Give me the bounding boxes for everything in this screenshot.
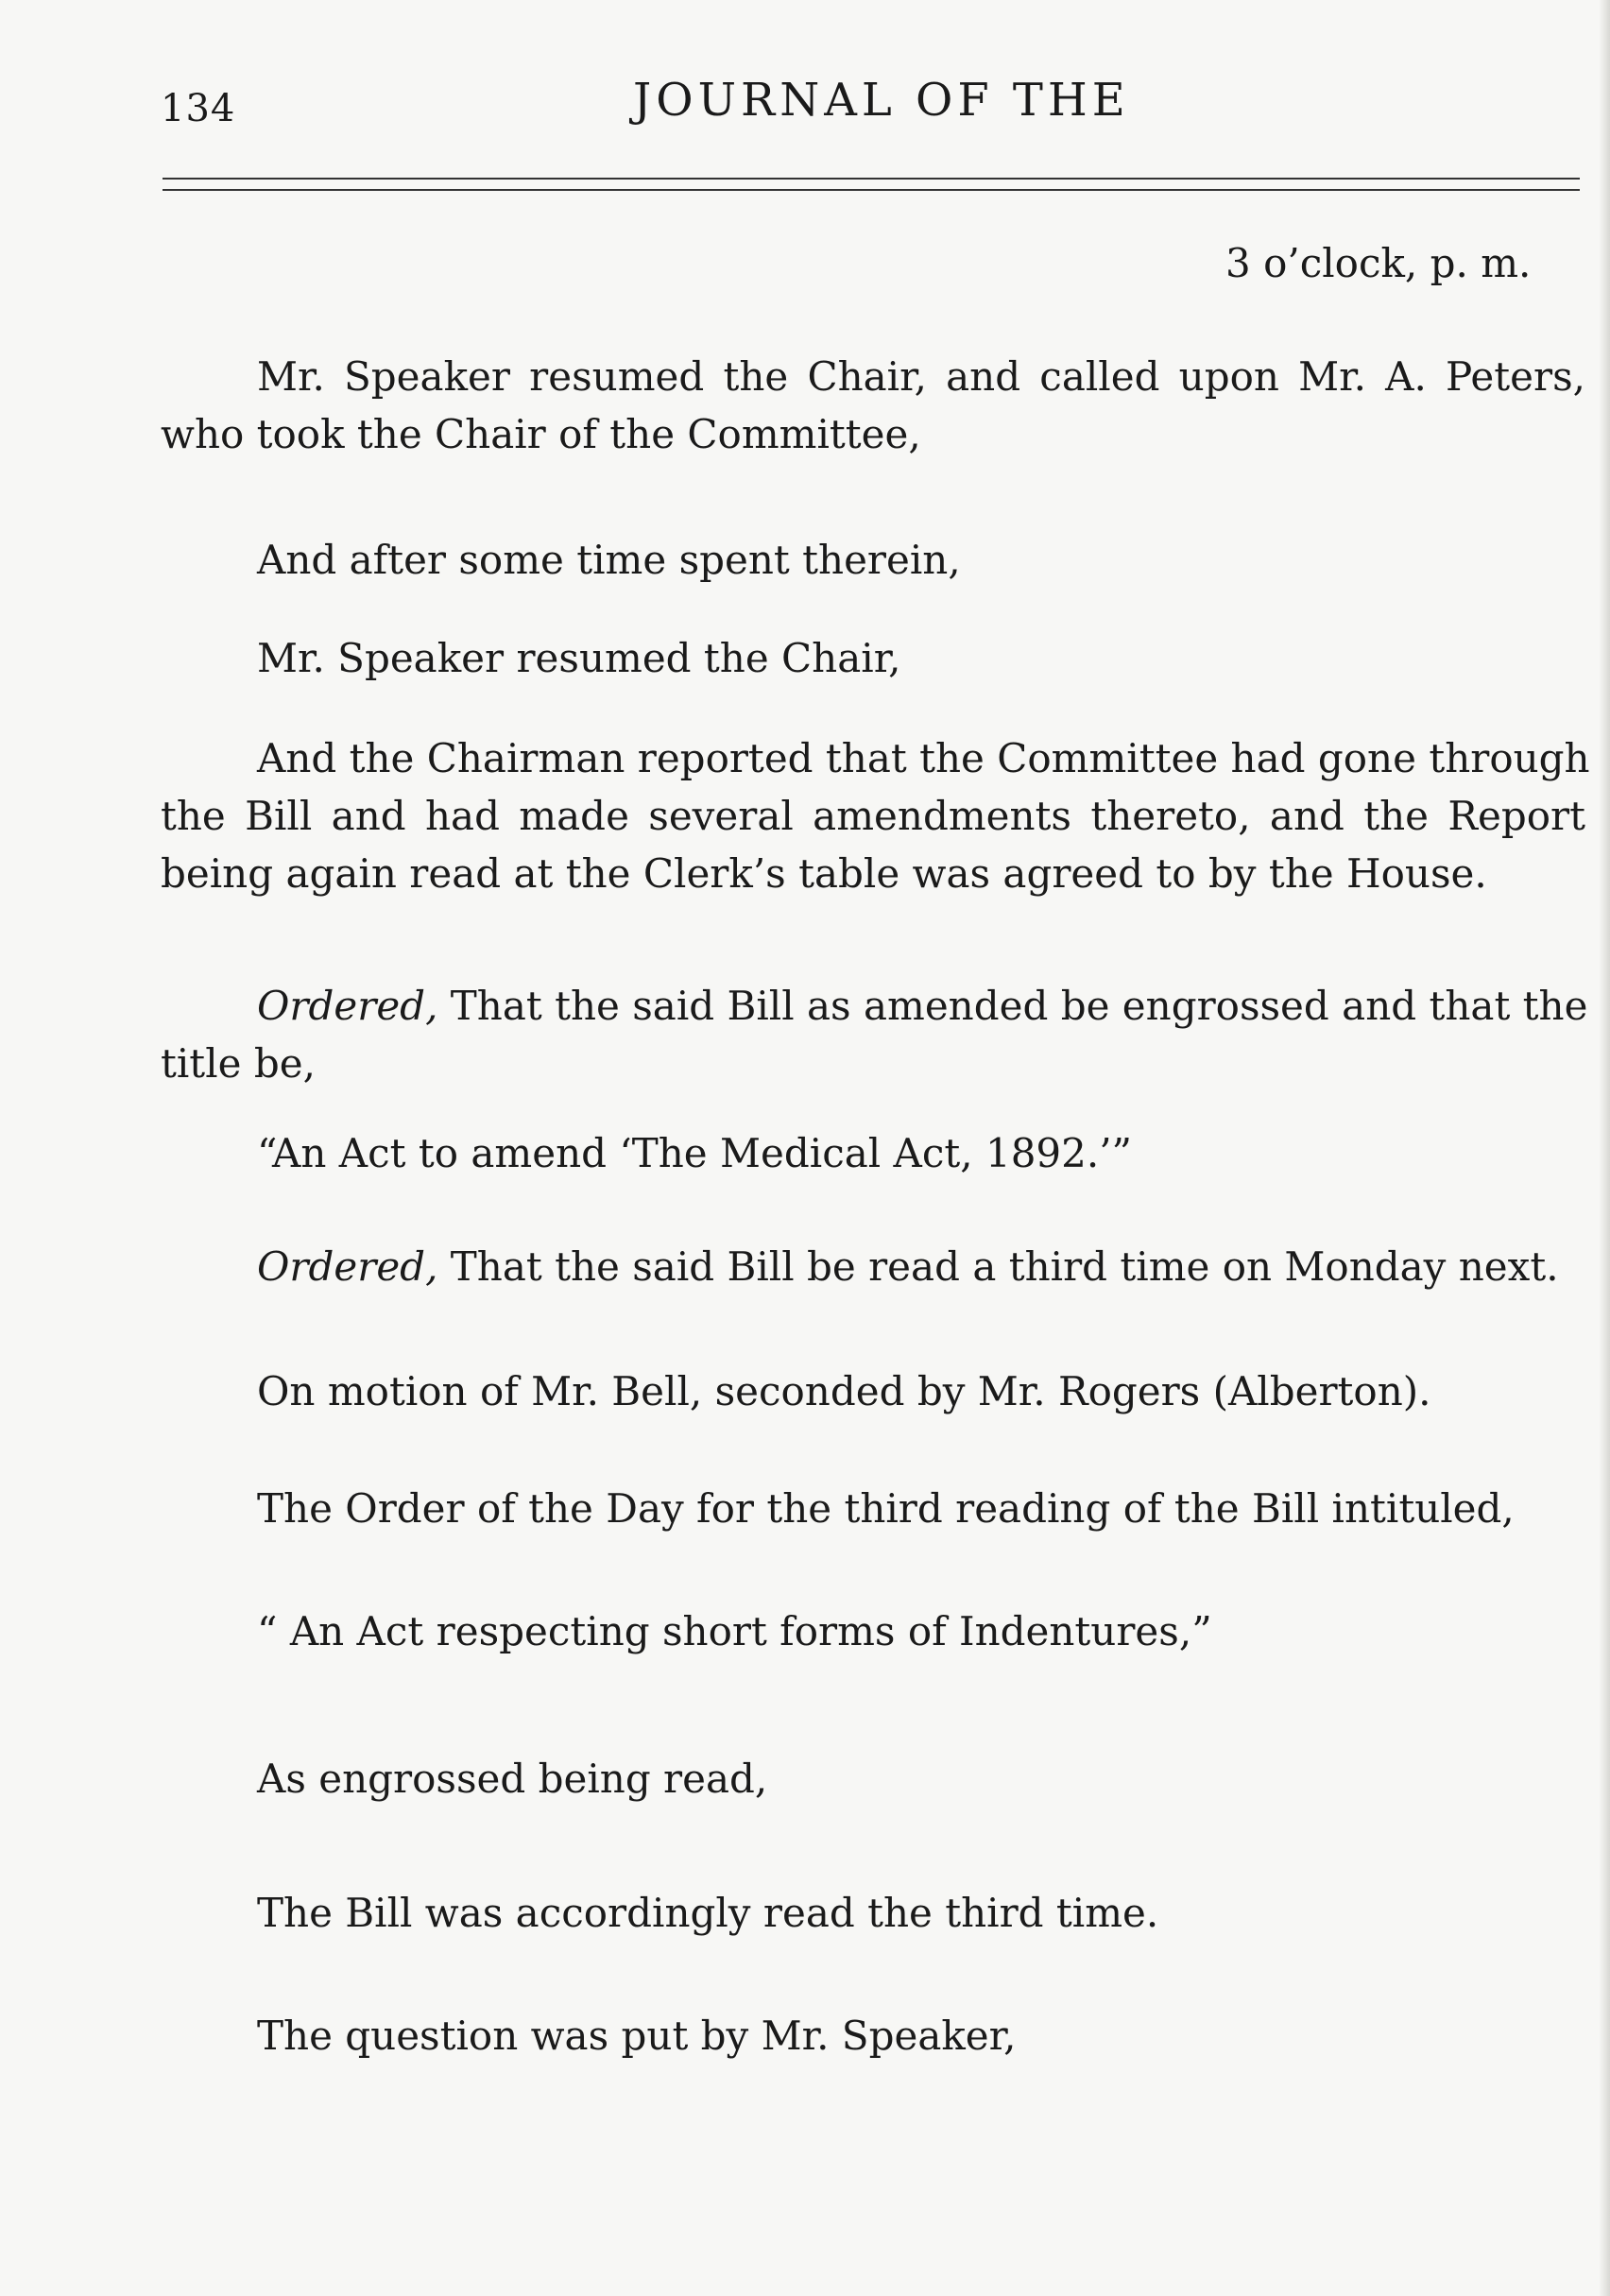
paragraph-order-of-day: The Order of the Day for the third reading of the Bill intituled, [257, 1485, 1515, 1532]
paragraph-line: title be, [161, 1040, 316, 1087]
page-number: 134 [161, 87, 236, 130]
page-header [161, 66, 1572, 132]
paragraph-question-put: The question was put by Mr. Speaker, [257, 2013, 1017, 2059]
paragraph-motion: On motion of Mr. Bell, seconded by Mr. Rogers (Alberton). [257, 1368, 1431, 1414]
paragraph-line: the Bill and had made several amendments thereto, and the Report [161, 793, 1585, 839]
bill-title-indentures: “ An Act respecting short forms of Indentures,” [257, 1608, 1212, 1654]
paragraph-third-time: The Bill was accordingly read the third time. [257, 1890, 1159, 1936]
paragraph-line: being again read at the Clerk’s table was agreed to by the House. [161, 850, 1487, 897]
paragraph-line: And the Chairman reported that the Committee had gone through [257, 735, 1590, 781]
bill-title-medical-act: “An Act to amend ‘The Medical Act, 1892.’” [257, 1130, 1133, 1176]
ordered-label: Ordered, [257, 983, 438, 1029]
paragraph-ordered-third-reading [257, 1243, 1559, 1290]
page-edge-shadow [1599, 0, 1610, 2296]
paragraph-line: who took the Chair of the Committee, [161, 411, 921, 457]
paragraph-ordered-engrossed [161, 977, 1588, 1092]
paragraph-chairman-report [161, 729, 1590, 902]
paragraph-speaker-resumed [161, 348, 1585, 463]
ordered-text: That the said Bill be read a third time on Monday next. [437, 1243, 1559, 1290]
ordered-text: That the said Bill as amended be engrossed and that the [437, 983, 1588, 1029]
paragraph-engrossed-read: As engrossed being read, [257, 1756, 768, 1802]
paragraph-speaker-resumed-chair: Mr. Speaker resumed the Chair, [257, 635, 901, 681]
running-head: JOURNAL OF THE [633, 74, 1130, 127]
paragraph-line: Mr. Speaker resumed the Chair, and called upon Mr. A. Peters, [257, 353, 1585, 400]
ordered-label: Ordered, [257, 1243, 438, 1290]
session-time: 3 o’clock, p. m. [1225, 240, 1532, 286]
paragraph-line [161, 977, 1588, 1035]
header-rule [163, 178, 1580, 191]
paragraph-time-spent: And after some time spent therein, [257, 537, 961, 583]
